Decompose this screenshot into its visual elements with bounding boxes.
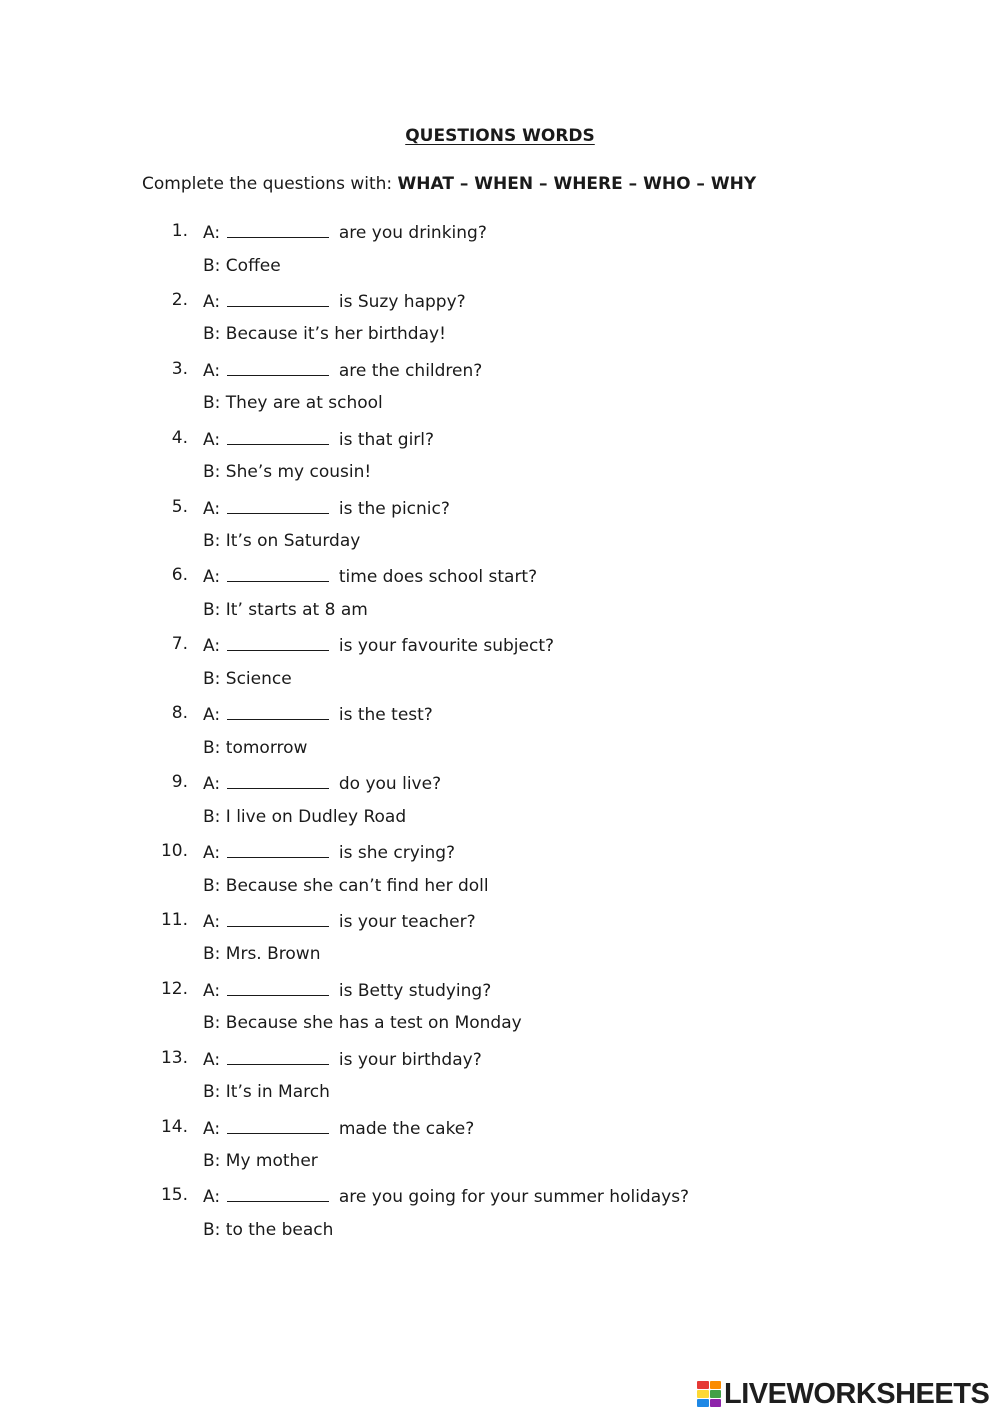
question-a (203, 1046, 482, 1072)
question-item (0, 1183, 1000, 1252)
page-title-text: QUESTIONS WORDS (405, 126, 595, 146)
logo-block (697, 1390, 709, 1398)
question-a-text: is your favourite subject? (338, 636, 555, 657)
question-number: 5. (171, 496, 188, 517)
question-b: B: It’ starts at 8 am (203, 599, 368, 620)
question-a-text: is the test? (338, 705, 433, 726)
question-a-prefix: A: (203, 429, 221, 450)
question-b: B: Because it’s her birthday! (203, 324, 446, 345)
question-item (0, 426, 1000, 495)
liveworksheets-logo-text: LIVEWORKSHEETS (724, 1377, 990, 1410)
answer-blank[interactable] (227, 770, 329, 789)
question-a-text: do you live? (338, 774, 442, 795)
question-a (203, 908, 476, 934)
question-b: B: She’s my cousin! (203, 462, 372, 483)
answer-blank[interactable] (227, 495, 329, 514)
question-a-text: are the children? (338, 360, 483, 381)
answer-blank[interactable] (227, 977, 329, 996)
question-item (0, 977, 1000, 1046)
question-item (0, 219, 1000, 288)
question-a (203, 839, 455, 865)
question-b: B: tomorrow (203, 737, 308, 758)
question-item (0, 770, 1000, 839)
question-a-text: time does school start? (338, 567, 538, 588)
question-number: 14. (160, 1116, 188, 1137)
question-a (203, 1183, 689, 1209)
question-b: B: I live on Dudley Road (203, 806, 407, 827)
question-item (0, 632, 1000, 701)
question-a (203, 288, 466, 314)
answer-blank[interactable] (227, 908, 329, 927)
question-a-text: is she crying? (338, 843, 456, 864)
question-b: B: They are at school (203, 393, 383, 414)
question-a-text: are you going for your summer holidays? (338, 1187, 690, 1208)
question-item (0, 1046, 1000, 1115)
question-item (0, 288, 1000, 357)
question-a-prefix: A: (203, 498, 221, 519)
question-item (0, 908, 1000, 977)
question-number: 6. (171, 565, 188, 586)
answer-blank[interactable] (227, 1115, 329, 1134)
question-a-text: is Suzy happy? (338, 291, 466, 312)
question-number: 8. (171, 703, 188, 724)
instructions (142, 172, 756, 196)
question-b: B: It’s on Saturday (203, 531, 361, 552)
question-item (0, 839, 1000, 908)
question-number: 2. (171, 289, 188, 310)
question-a-prefix: A: (203, 636, 221, 657)
answer-blank[interactable] (227, 288, 329, 307)
question-a-text: is your birthday? (338, 1049, 482, 1070)
question-a-text: made the cake? (338, 1118, 475, 1139)
logo-block (710, 1381, 722, 1389)
question-a-text: is Betty studying? (338, 980, 492, 1001)
logo-block (697, 1381, 709, 1389)
question-a-prefix: A: (203, 911, 221, 932)
question-number: 1. (171, 221, 188, 241)
question-number: 7. (171, 634, 188, 655)
liveworksheets-logo (697, 1378, 989, 1410)
instructions-prefix: Complete the questions with: (142, 174, 398, 194)
question-item (0, 1115, 1000, 1184)
logo-block (710, 1390, 722, 1398)
logo-block (710, 1399, 722, 1407)
question-a-prefix: A: (203, 360, 221, 381)
question-a-text: is that girl? (338, 429, 435, 450)
answer-blank[interactable] (227, 839, 329, 858)
question-item (0, 563, 1000, 632)
question-a-text: are you drinking? (338, 223, 487, 243)
answer-blank[interactable] (227, 1183, 329, 1202)
question-a-text: is your teacher? (338, 911, 476, 932)
question-a-prefix: A: (203, 843, 221, 864)
answer-blank[interactable] (227, 357, 329, 376)
logo-block (697, 1399, 709, 1407)
question-number: 11. (160, 909, 188, 930)
question-number: 10. (160, 841, 188, 862)
question-list (0, 219, 1000, 1252)
question-b: B: to the beach (203, 1219, 334, 1240)
question-a (203, 357, 482, 383)
answer-blank[interactable] (227, 632, 329, 651)
answer-blank[interactable] (227, 219, 329, 238)
answer-blank[interactable] (227, 1046, 329, 1065)
question-a (203, 770, 441, 796)
question-a (203, 563, 537, 589)
question-a-prefix: A: (203, 774, 221, 795)
question-a-prefix: A: (203, 567, 221, 588)
question-b: B: Because she has a test on Monday (203, 1013, 522, 1034)
answer-blank[interactable] (227, 563, 329, 582)
question-a-prefix: A: (203, 223, 221, 243)
question-a (203, 632, 554, 658)
question-number: 3. (171, 358, 188, 379)
question-a (203, 219, 487, 245)
question-number: 4. (171, 427, 188, 448)
question-a-prefix: A: (203, 291, 221, 312)
instructions-words: WHAT – WHEN – WHERE – WHO – WHY (397, 174, 757, 194)
question-b: B: Mrs. Brown (203, 944, 321, 965)
question-b: B: My mother (203, 1151, 318, 1172)
question-a (203, 426, 434, 452)
question-number: 9. (171, 772, 188, 793)
question-b: B: Science (203, 668, 292, 689)
question-a-prefix: A: (203, 1187, 221, 1208)
question-a (203, 977, 491, 1003)
question-b: B: Because she can’t find her doll (203, 875, 489, 896)
question-item (0, 495, 1000, 564)
answer-blank[interactable] (227, 426, 329, 445)
page-title (0, 124, 1000, 148)
question-a (203, 701, 433, 727)
question-a (203, 1115, 474, 1141)
question-number: 15. (160, 1185, 188, 1206)
question-b: B: It’s in March (203, 1082, 330, 1103)
question-a-prefix: A: (203, 1049, 221, 1070)
question-number: 13. (160, 1047, 188, 1068)
question-item (0, 357, 1000, 426)
question-b: B: Coffee (203, 255, 281, 276)
question-item (0, 701, 1000, 770)
liveworksheets-logo-icon (697, 1381, 721, 1407)
question-a-prefix: A: (203, 980, 221, 1001)
question-a-prefix: A: (203, 1118, 221, 1139)
question-a-prefix: A: (203, 705, 221, 726)
answer-blank[interactable] (227, 701, 329, 720)
question-number: 12. (160, 978, 188, 999)
question-a-text: is the picnic? (338, 498, 450, 519)
question-a (203, 495, 450, 521)
